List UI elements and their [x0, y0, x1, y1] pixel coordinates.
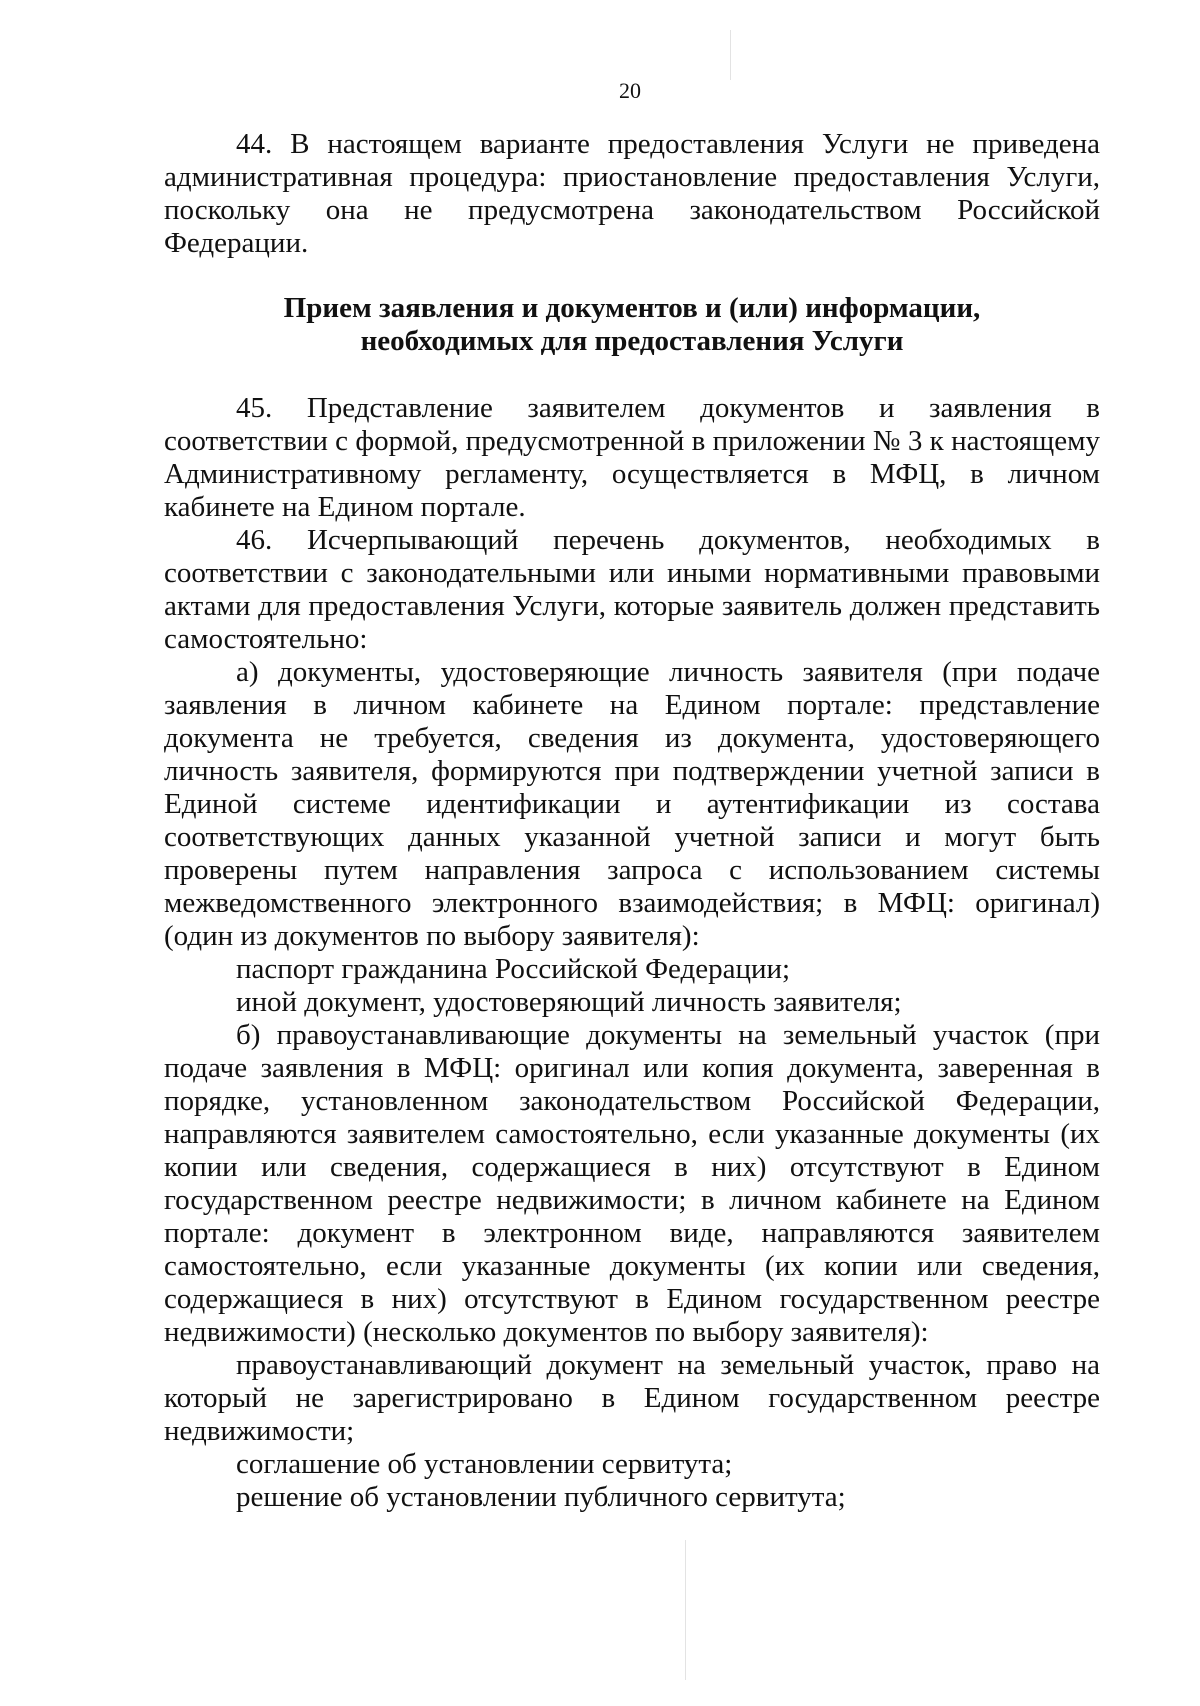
section-heading-line-2: необходимых для предоставления Услуги [360, 325, 904, 357]
item-a: а) документы, удостоверяющие личность заявителя (при подаче заявления в личном кабинете на Едином портале: представление документа не требуется, сведения из документа, удостоверяющего личность заявителя, формируются при подтверждении учетной записи в Единой системе идентификации и аутентификации из состава соответствующих данных указанной учетной записи и могут быть проверены путем направления запроса с использованием системы межведомственного электронного взаимодействия; в МФЦ: оригинал) (один из документов по выбору заявителя): [164, 656, 1100, 952]
section-heading [164, 292, 1100, 358]
page-number: 20 [619, 78, 641, 103]
list-item: иной документ, удостоверяющий личность заявителя; [236, 986, 902, 1018]
document-body [164, 128, 1100, 1514]
item-b-document: правоустанавливающий документ на земельный участок, право на который не зарегистрировано в Едином государственном реестре недвижимости; [164, 1349, 1100, 1447]
section-heading-line-1: Прием заявления и документов и (или) информации, [283, 292, 981, 324]
scan-artifact-line [685, 1540, 686, 1680]
item-b: б) правоустанавливающие документы на земельный участок (при подаче заявления в МФЦ: оригинал или копия документа, заверенная в порядке, установленном законодательством Российской Федерации, направляются заявителем самостоятельно, если указанные документы (их копии или сведения, содержащиеся в них) отсутствуют в Едином государственном реестре недвижимости; в личном кабинете на Едином портале: документ в электронном виде, направляются заявителем самостоятельно, если указанные документы (их копии или сведения, содержащиеся в них) отсутствуют в Едином государственном реестре недвижимости) (несколько документов по выбору заявителя): [164, 1019, 1100, 1348]
scan-artifact-line [730, 30, 731, 80]
list-item: паспорт гражданина Российской Федерации; [236, 953, 791, 985]
list-item: соглашение об установлении сервитута; [236, 1448, 733, 1480]
list-item: решение об установлении публичного сервитута; [236, 1481, 846, 1513]
paragraph-45: 45. Представление заявителем документов и заявления в соответствии с формой, предусмотренной в приложении № 3 к настоящему Административному регламенту, осуществляется в МФЦ, в личном кабинете на Едином портале. [164, 392, 1100, 523]
paragraph-44: 44. В настоящем варианте предоставления Услуги не приведена административная процедура: приостановление предоставления Услуги, поскольку она не предусмотрена законодательством Российской Федерации. [164, 128, 1100, 259]
paragraph-46: 46. Исчерпывающий перечень документов, необходимых в соответствии с законодательными или иными нормативными правовыми актами для предоставления Услуги, которые заявитель должен представить самостоятельно: [164, 524, 1100, 655]
